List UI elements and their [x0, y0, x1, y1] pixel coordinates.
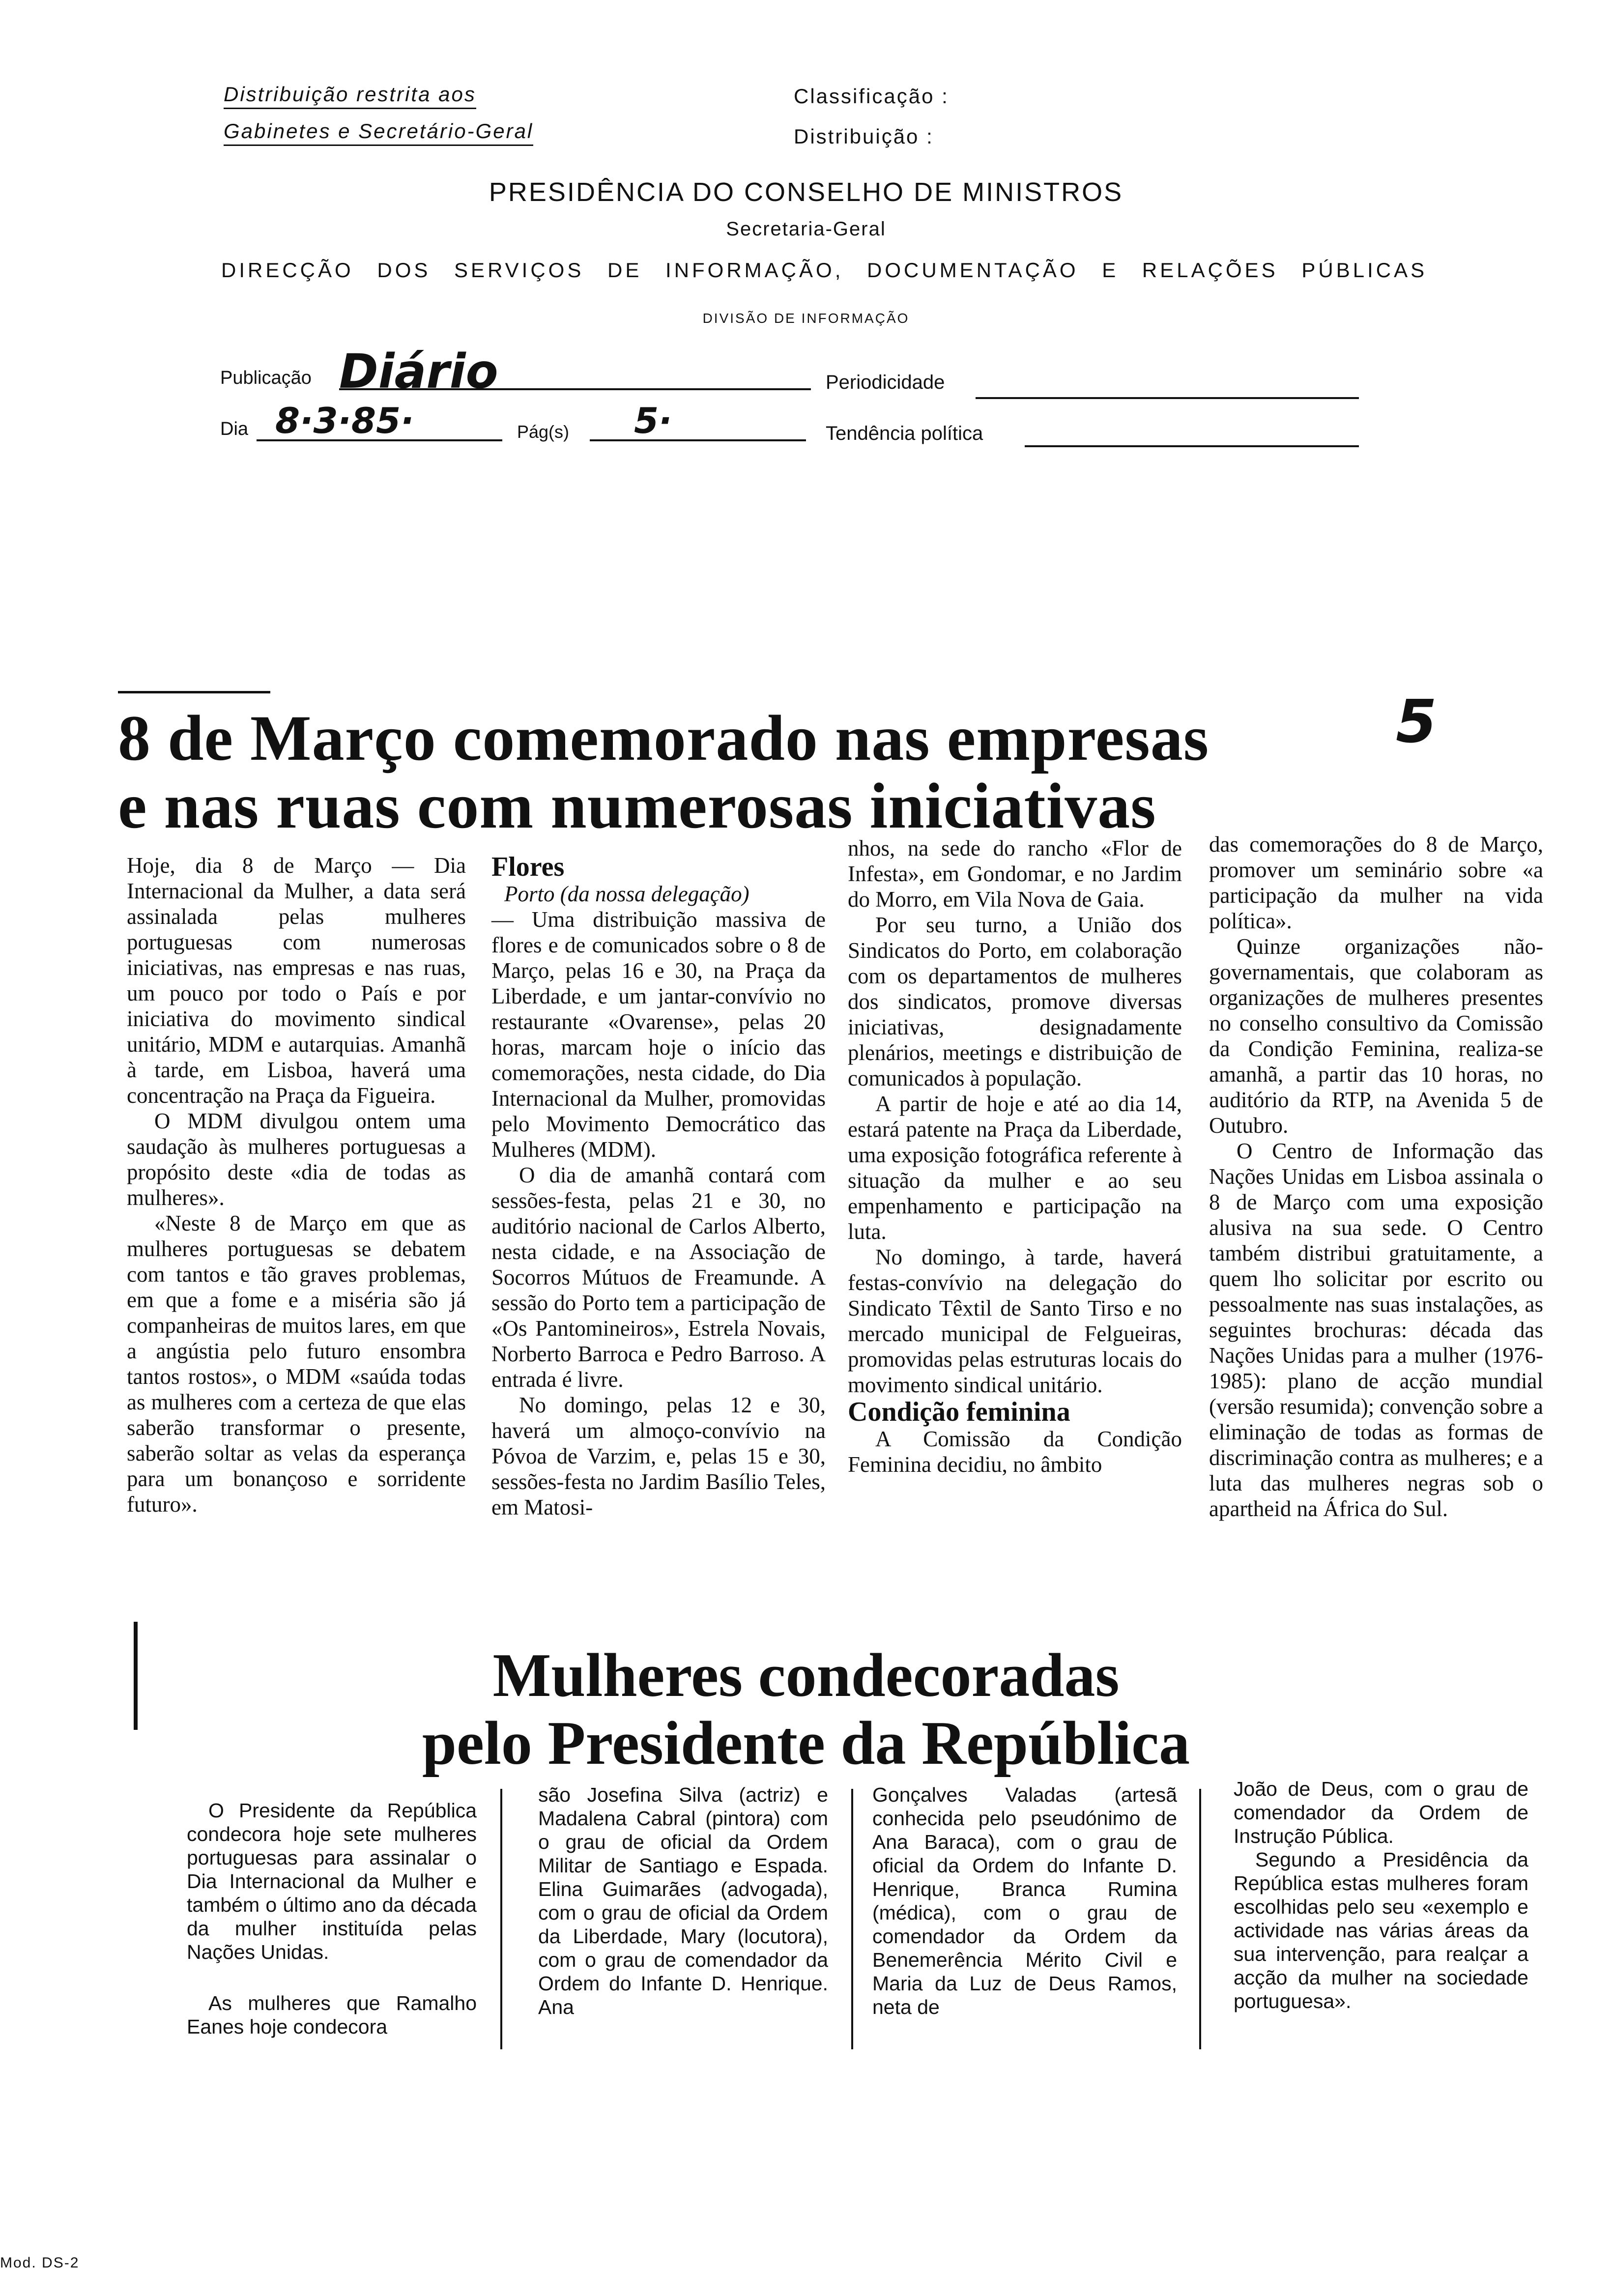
article1-column-1: [127, 853, 466, 1517]
dia-line: [257, 439, 502, 441]
column-rule: [851, 1789, 853, 2049]
periodicidade-line: [976, 397, 1359, 399]
article1-paragraph: Hoje, dia 8 de Março — Dia Internacional da Mulher, a data será assinalada pelas mulheres portuguesas com numerosas iniciativas, nas empresas e nas ruas, um pouco por todo o País e por iniciativa do movimento sindical unitário, MDM e autarquias. Amanhã à tarde, em Lisboa, haverá uma concentração na Praça da Figueira.: [127, 853, 466, 1108]
article1-paragraph: O dia de amanhã contará com sessões-festa, pelas 21 e 30, no auditório nacional de Carlos Alberto, nesta cidade, e na Associação de Socorros Mútuos de Freamunde. A sessão do Porto tem a participação de «Os Pantomineiros», Estrela Novais, Norberto Barroca e Pedro Barroso. A entrada é livre.: [491, 1163, 826, 1392]
distribuicao-label: Distribuição :: [794, 125, 934, 148]
publicacao-line: [339, 388, 811, 390]
article1-paragraph: nhos, na sede do rancho «Flor de Infesta», em Gondomar, e no Jardim do Morro, em Vila Nova de Gaia.: [848, 836, 1182, 912]
article2-headline-line2: pelo Presidente da República: [422, 1709, 1190, 1778]
tendencia-line: [1025, 445, 1359, 447]
article2-paragraph: João de Deus, com o grau de comendador da Ordem de Instrução Pública.: [1234, 1778, 1528, 1847]
article1-paragraph: O Centro de Informação das Nações Unidas em Lisboa assinala o 8 de Março com uma exposição alusiva na sua sede. O Centro também distribui gratuitamente, a quem lho solicitar por escrito ou pessoalmente nas suas instalações, as seguintes brochuras: década das Nações Unidas para a mulher (1976-1985): plano de acção mundial (versão resumida); convenção sobre a eliminação de todas as formas de discriminação contra as mulheres; e a luta das mulheres negras sob o apartheid na África do Sul.: [1209, 1139, 1543, 1521]
headline-rule: [118, 691, 270, 693]
column-rule: [500, 1789, 502, 2049]
article1-paragraph: Por seu turno, a União dos Sindicatos do Porto, em colaboração com os departamentos de mulheres dos sindicatos, promove diversas iniciativas, designadamente plenários, meetings e distribuição de comunicados à população.: [848, 913, 1182, 1091]
article1-paragraph: No domingo, à tarde, haverá festas-convívio na delegação do Sindicato Têxtil de Santo Tirso e no mercado municipal de Felgueiras, promovidas pelas estruturas locais do movimento sindical unitário.: [848, 1245, 1182, 1397]
article1-headline-line2: e nas ruas com numerosas iniciativas: [118, 770, 1156, 842]
divisao-informacao: DIVISÃO DE INFORMAÇÃO: [702, 311, 910, 326]
tendencia-label: Tendência política: [826, 423, 983, 444]
pag-label: Pág(s): [517, 422, 570, 442]
article2-column-4: [1234, 1777, 1528, 2013]
article2-column-2: [538, 1783, 828, 2019]
direccao-servicos: DIRECÇÃO DOS SERVIÇOS DE INFORMAÇÃO, DOCUMENTAÇÃO E RELAÇÕES PÚBLICAS: [221, 258, 1428, 282]
article1-column-3: [848, 835, 1182, 1477]
article2-paragraph: As mulheres que Ramalho Eanes hoje condecora: [187, 1992, 477, 2038]
article1-paragraph: das comemorações do 8 de Março, promover um seminário sobre «a participação da mulher na vida política».: [1209, 832, 1543, 933]
classificacao-label: Classificação :: [794, 85, 949, 108]
article1-paragraph: No domingo, pelas 12 e 30, haverá um almoço-convívio na Póvoa de Varzim, e, pelas 15 e 30, sessões-festa no Jardim Basílio Teles, em Matosi-: [491, 1393, 826, 1520]
publicacao-value: Diário: [339, 344, 498, 399]
article2-paragraph: são Josefina Silva (actriz) e Madalena Cabral (pintora) com o grau de oficial da Ordem Militar de Santiago e Espada. Elina Guimarães (advogada), com o grau de oficial da Ordem da Liberdade, Mary (locutora), com o grau de comendador da Ordem do Infante D. Henrique. Ana: [538, 1783, 828, 2018]
article1-headline-line1: 8 de Março comemorado nas empresas: [118, 702, 1209, 774]
article1-paragraph: Quinze organizações não-governamentais, que colaboram as organizações de mulheres presentes no conselho consultivo da Comissão da Condição Feminina, realiza-se amanhã, a partir das 10 horas, no auditório da RTP, na Avenida 5 de Outubro.: [1209, 934, 1543, 1138]
article1-paragraph: A partir de hoje e até ao dia 14, estará patente na Praça da Liberdade, uma exposição fotográfica referente à situação da mulher e ao seu empenhamento e participação na luta.: [848, 1091, 1182, 1244]
article1-column-2: [491, 853, 826, 1520]
article2-paragraph: O Presidente da República condecora hoje sete mulheres portuguesas para assinalar o Dia Internacional da Mulher e também o último ano da década da mulher instituída pelas Nações Unidas.: [187, 1799, 477, 1963]
article1-paragraph: A Comissão da Condição Feminina decidiu, no âmbito: [848, 1427, 1182, 1477]
periodicidade-label: Periodicidade: [826, 372, 945, 393]
article2-paragraph: Segundo a Presidência da República estas mulheres foram escolhidas pelo seu «exemplo e actividade nas várias áreas da sua intervenção, para realçar a acção da mulher na sociedade portuguesa».: [1234, 1848, 1528, 2012]
dateline: Porto (da nossa delegação): [504, 882, 749, 906]
secretaria-geral: Secretaria-Geral: [726, 218, 886, 240]
publicacao-label: Publicação: [220, 368, 312, 388]
dia-value: 8·3·85·: [275, 400, 414, 441]
margin-mark: 5: [1396, 688, 1437, 756]
section-heading-flores: Flores: [491, 852, 565, 882]
dia-label: Dia: [220, 419, 249, 439]
presidencia-title: PRESIDÊNCIA DO CONSELHO DE MINISTROS: [489, 177, 1123, 207]
restricted-line1: Distribuição restrita aos: [224, 83, 476, 106]
article2-column-3: [872, 1783, 1177, 2019]
pag-line: [590, 439, 806, 441]
column-rule: [1199, 1789, 1201, 2049]
article1-paragraph: — Uma distribuição massiva de flores e de comunicados sobre o 8 de Março, pelas 16 e 30, na Praça da Liberdade, e um jantar-convívio no restaurante «Ovarense», pelas 20 horas, marcam hoje o início das comemorações, nesta cidade, do Dia Internacional da Mulher, promovidas pelo Movimento Democrático das Mulheres (MDM).: [491, 907, 826, 1162]
article2-headline-line1: Mulheres condecoradas: [492, 1641, 1120, 1710]
form-model-code: Mod. DS-2: [0, 2255, 80, 2271]
article1-column-4: [1209, 832, 1543, 1521]
article2-paragraph: Gonçalves Valadas (artesã conhecida pelo pseudónimo de Ana Baraca), com o grau de oficial da Ordem do Infante D. Henrique, Branca Rumina (médica), com o grau de comendador da Ordem da Benemerência Mérito Civil e Maria da Luz de Deus Ramos, neta de: [872, 1783, 1177, 2018]
article1-paragraph: O MDM divulgou ontem uma saudação às mulheres portuguesas a propósito deste «dia de todas as mulheres».: [127, 1109, 466, 1210]
section-heading-condicao: Condição feminina: [848, 1397, 1070, 1427]
restricted-line2: Gabinetes e Secretário-Geral: [224, 119, 533, 143]
article2-column-1: [187, 1799, 477, 2038]
article1-paragraph: «Neste 8 de Março em que as mulheres portuguesas se debatem com tantos e tão graves problemas, em que a fome e a miséria são já companheiras de muitos lares, em que a angústia pelo futuro ensombra tantos rostos», o MDM «saúda todas as mulheres com a certeza de que elas saberão transformar o presente, saberão soltar as velas da esperança para um bonançoso e sorridente futuro».: [127, 1211, 466, 1517]
pag-value: 5·: [634, 400, 672, 441]
